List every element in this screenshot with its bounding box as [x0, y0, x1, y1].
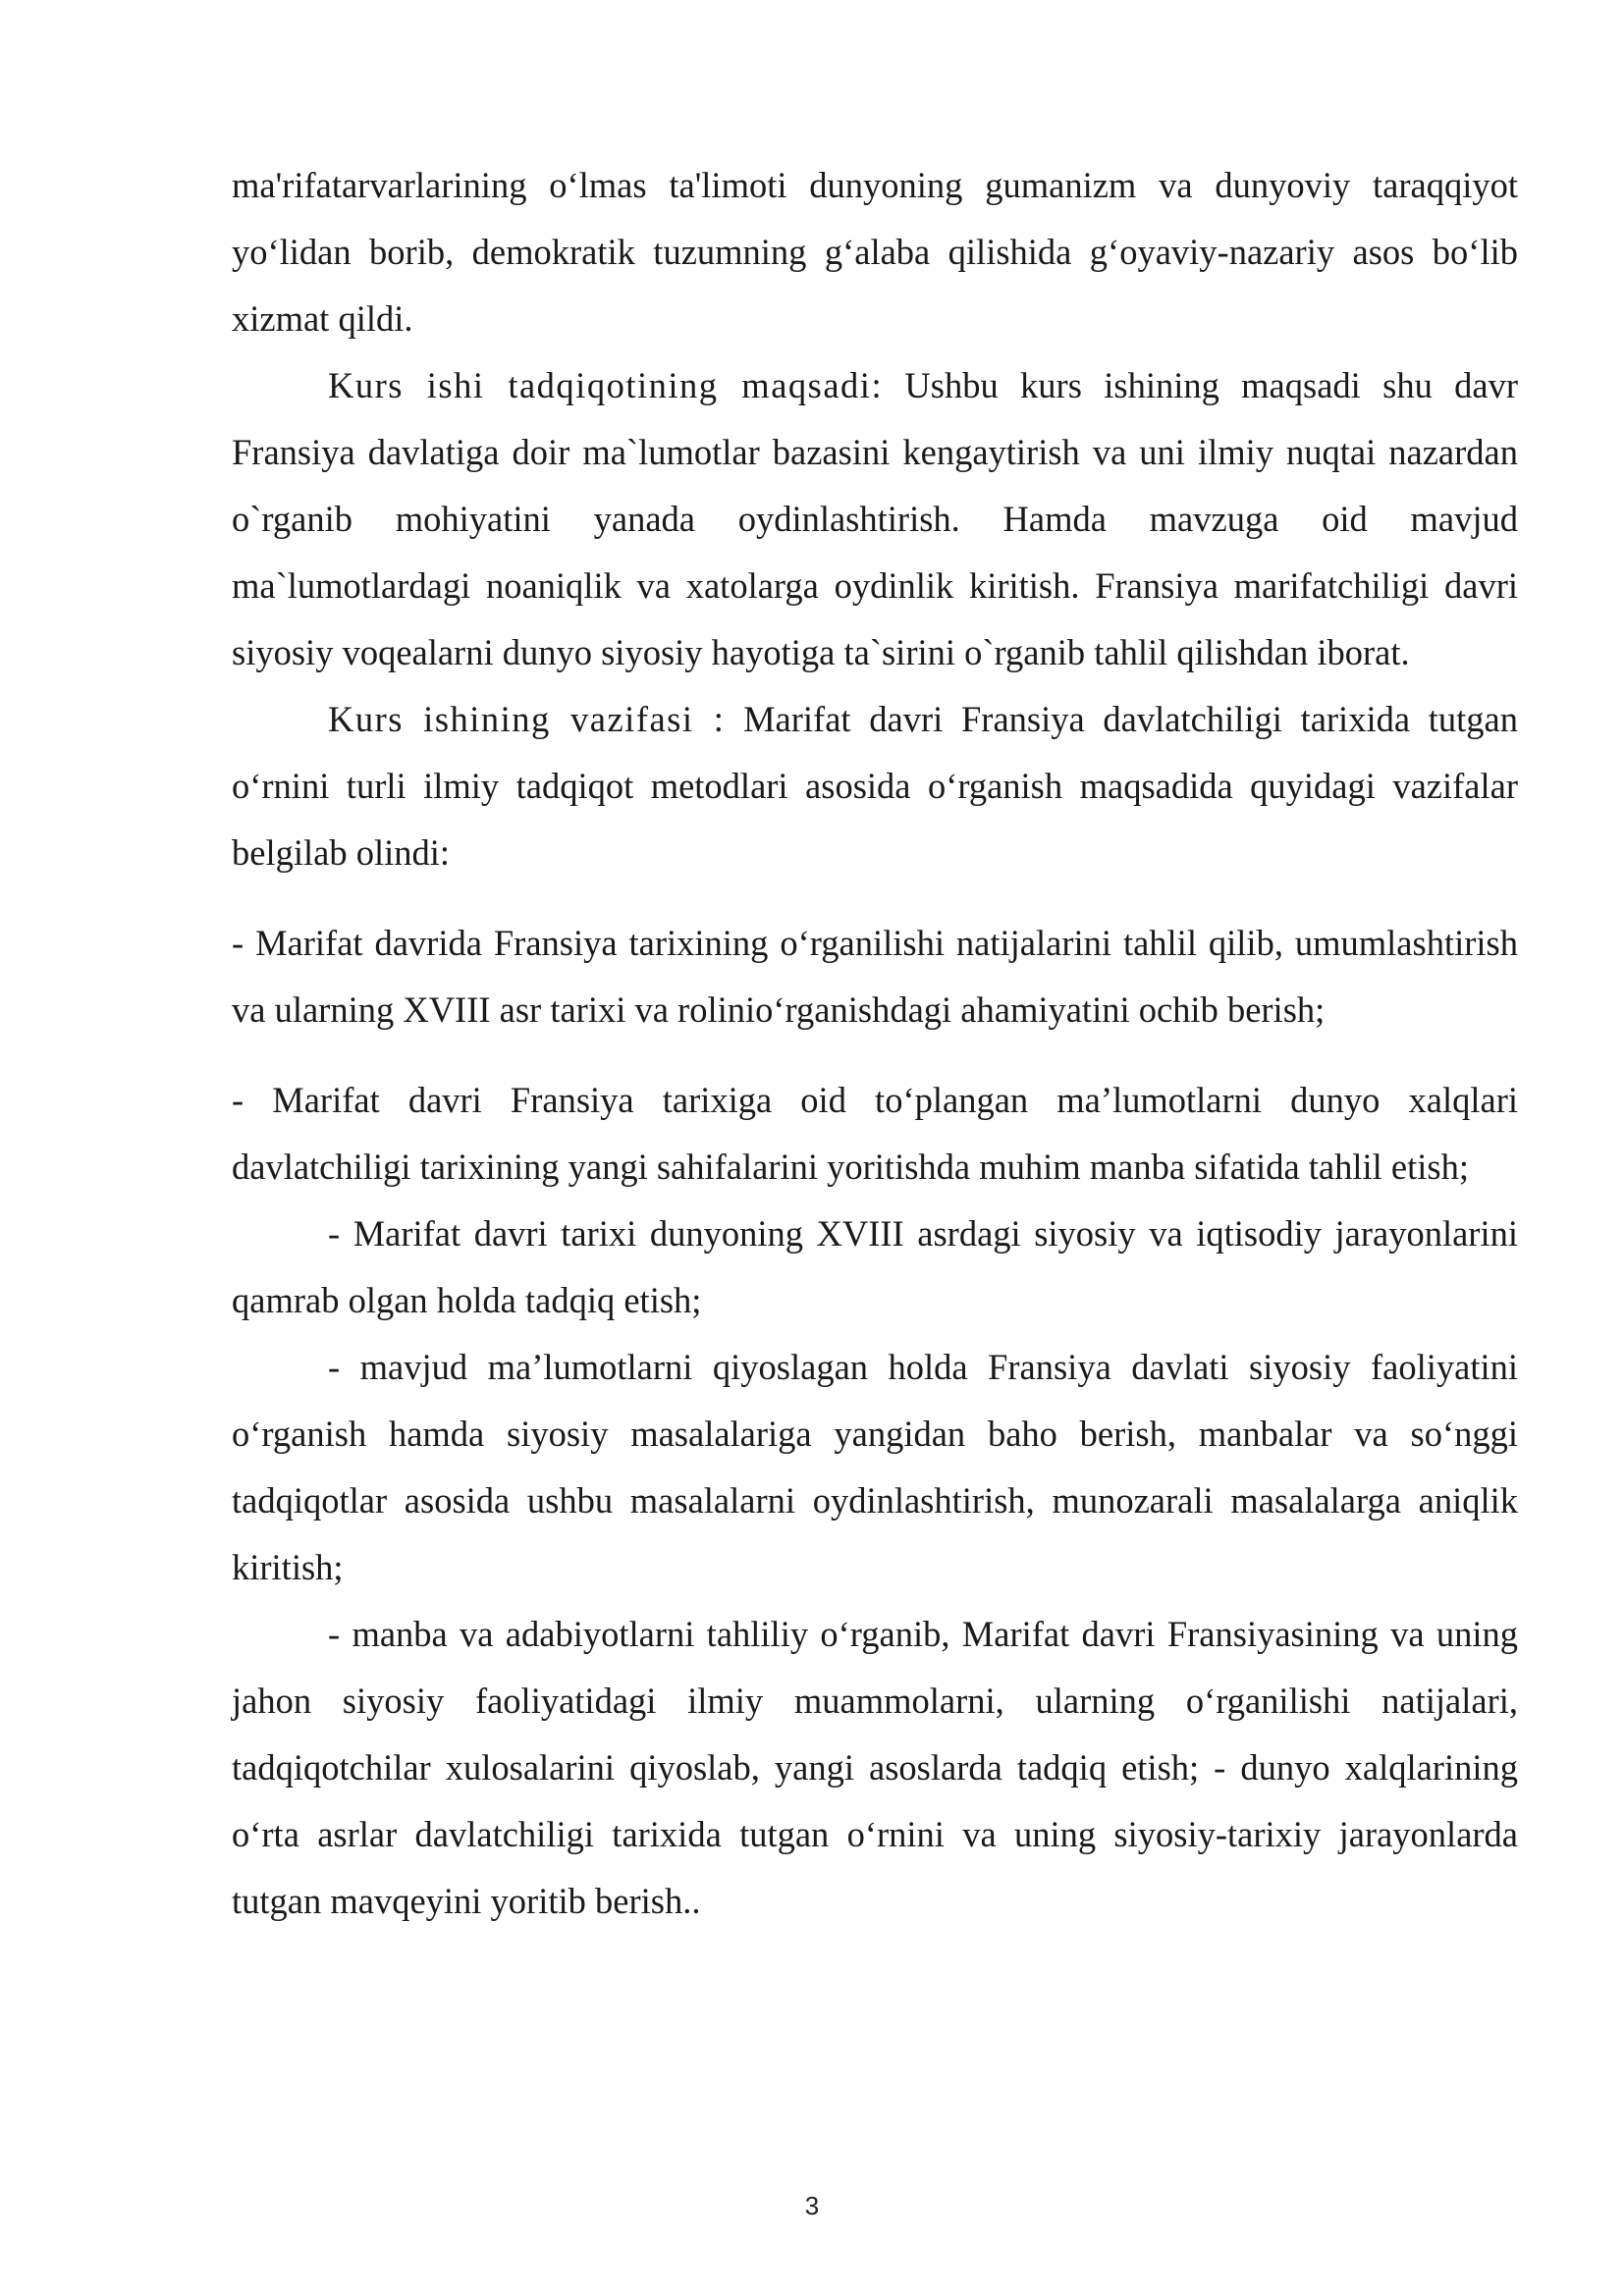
task-item-4: - mavjud ma’lumotlarni qiyoslagan holda Fransiya davlati siyosiy faoliyatini o‘rganish hamda siyosiy masalalariga yangidan baho berish, manbalar va so‘nggi tadqiqotlar asosida ushbu masalalarni oydinlashtirish, munozarali masalalarga aniqlik kiritish; — [232, 1347, 1518, 1587]
task-item-1: - Marifat davrida Fransiya tarixining o‘rganilishi natijalarini tahlil qilib, umumlashtirish va ularning XVIII asr tarixi va rolinio‘rganishdagi ahamiyatini ochib berish; — [232, 923, 1518, 1030]
goal-text: Ushbu kurs ishining maqsadi shu davr Fransiya davlatiga doir ma`lumotlar bazasini kengaytirish va uni ilmiy nuqtai nazardan o`rganib mohiyatini yanada oydinlashtirish. Hamda mavzuga oid mavjud ma`lumotlardagi noaniqlik va xatolarga oydinlik kiritish. Fransiya marifatchiligi davri siyosiy voqealarni dunyo siyosiy hayotiga ta`sirini o`rganib tahlil qilishdan iborat. — [232, 365, 1518, 672]
page-number: 3 — [804, 2191, 820, 2220]
task-item-5: - manba va adabiyotlarni tahliliy o‘rganib, Marifat davri Fransiyasining va uning jahon siyosiy faoliyatidagi ilmiy muammolarni, ularning o‘rganilishi natijalari, tadqiqotchilar xulosalarini qiyoslab, yangi asoslarda tadqiq etish; - dunyo xalqlarining o‘rta asrlar davlatchiligi tarixida tutgan o‘rnini va uning siyosiy-tarixiy jarayonlarda tutgan mavqeyini yoritib berish.. — [232, 1614, 1518, 1921]
goal-heading: Kurs ishi tadqiqotining maqsadi: — [328, 365, 884, 405]
task-item-2: - Marifat davri Fransiya tarixiga oid to‘plangan ma’lumotlarni dunyo xalqlari davlatchiligi tarixining yangi sahifalarini yoritishda muhim manba sifatida tahlil etish; — [232, 1080, 1518, 1187]
tasks-text: Marifat davri Fransiya davlatchiligi tarixida tutgan o‘rnini turli ilmiy tadqiqot metodlari asosida o‘rganish maqsadida quyidagi vazifalar belgilab olindi: — [232, 699, 1518, 873]
tasks-heading: Kurs ishining vazifasi : — [328, 699, 726, 739]
document-body — [232, 152, 1518, 1935]
paragraph-tasks — [232, 686, 1518, 886]
task-item-3: - Marifat davri tarixi dunyoning XVIII asrdagi siyosiy va iqtisodiy jarayonlarini qamrab olgan holda tadqiq etish; — [232, 1213, 1518, 1320]
paragraph-goal — [232, 352, 1518, 686]
paragraph-intro: ma'rifatarvarlarining o‘lmas ta'limoti dunyoning gumanizm va dunyoviy taraqqiyot yo‘lidan borib, demokratik tuzumning g‘alaba qilishida g‘oyaviy-nazariy asos bo‘lib xizmat qildi. — [232, 165, 1518, 339]
